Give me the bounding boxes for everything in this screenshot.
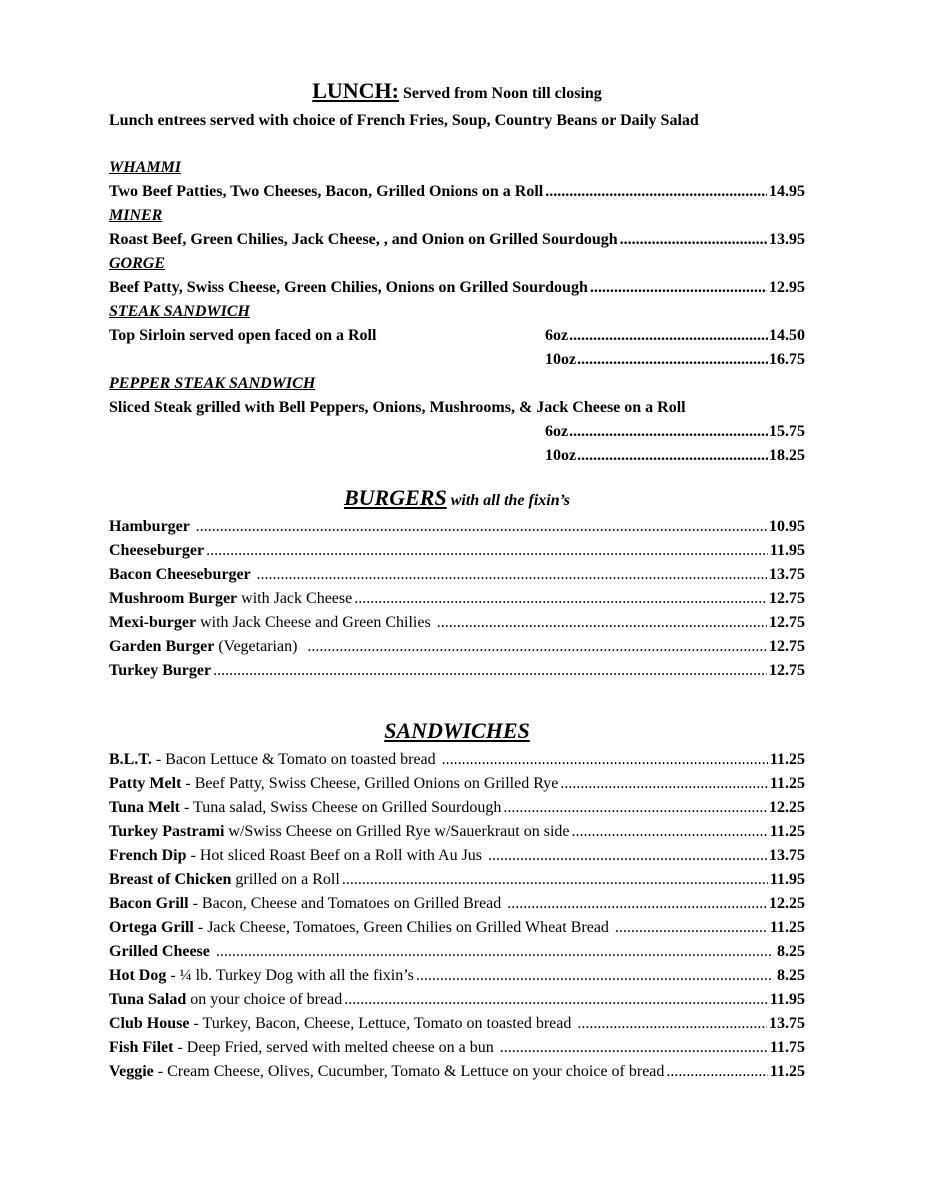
menu-item-row <box>109 892 805 916</box>
steak-sandwich-name: STEAK SANDWICH <box>109 303 250 320</box>
menu-item-desc: grilled on a Roll <box>231 871 340 888</box>
menu-item-desc: - Bacon, Cheese and Tomatoes on Grilled Bread <box>188 895 506 912</box>
menu-item-price: 11.95 <box>769 871 805 888</box>
menu-item-desc: (Vegetarian) <box>214 638 306 655</box>
menu-item-price: 10.95 <box>769 518 805 535</box>
menu-item-row <box>109 916 805 940</box>
pepper-steak-desc: Sliced Steak grilled with Bell Peppers, Onions, Mushrooms, & Jack Cheese on a Roll <box>109 399 686 416</box>
burgers-header <box>109 484 805 515</box>
menu-item-price: 13.75 <box>769 847 805 864</box>
entree-desc: Roast Beef, Green Chilies, Jack Cheese, , and Onion on Grilled Sourdough <box>109 231 618 248</box>
lunch-title: LUNCH: <box>312 78 399 103</box>
menu-item-desc: - Turkey, Bacon, Cheese, Lettuce, Tomato on toasted bread <box>189 1015 576 1032</box>
menu-item-row <box>109 1036 805 1060</box>
pepper-steak-name: PEPPER STEAK SANDWICH <box>109 375 316 392</box>
menu-item-price: 8.25 <box>773 967 805 984</box>
menu-item-row <box>109 964 805 988</box>
menu-item-name: Tuna Melt <box>109 799 180 816</box>
lunch-entrees <box>109 156 805 468</box>
menu-item-desc: w/Swiss Cheese on Grilled Rye w/Sauerkraut on side <box>224 823 570 840</box>
menu-item-price: 11.25 <box>769 775 805 792</box>
size-price: 15.75 <box>769 423 805 440</box>
menu-item-desc: - Tuna salad, Swiss Cheese on Grilled Sourdough <box>179 799 502 816</box>
size-label: 10oz <box>545 351 577 368</box>
entree-row <box>109 276 805 300</box>
sandwiches-header <box>109 717 805 748</box>
menu-item-price: 11.25 <box>769 1063 805 1080</box>
menu-item-name: Cheeseburger <box>109 542 205 559</box>
menu-item-row <box>109 1060 805 1084</box>
menu-item-desc: - Cream Cheese, Olives, Cucumber, Tomato & Lettuce on your choice of bread <box>153 1063 665 1080</box>
lunch-note: Lunch entrees served with choice of French Fries, Soup, Country Beans or Daily Salad <box>109 112 699 129</box>
menu-item-name: Veggie <box>109 1063 154 1080</box>
menu-item-price: 12.75 <box>769 638 805 655</box>
menu-item-price: 12.75 <box>769 614 805 631</box>
menu-item-row <box>109 772 805 796</box>
entree-price: 14.95 <box>769 183 805 200</box>
menu-item-name: Turkey Pastrami <box>109 823 225 840</box>
pepper-size-row <box>109 420 805 444</box>
menu-item-name: Bacon Grill <box>109 895 189 912</box>
menu-item-row <box>109 988 805 1012</box>
entree-price: 12.95 <box>769 279 805 296</box>
menu-item-price: 11.75 <box>769 1039 805 1056</box>
menu-item-row <box>109 844 805 868</box>
pepper-size-row <box>109 444 805 468</box>
menu-item-price: 11.95 <box>769 542 805 559</box>
menu-item-name: Club House <box>109 1015 190 1032</box>
menu-item-row <box>109 563 805 587</box>
sandwiches-title: SANDWICHES <box>384 718 530 743</box>
menu-item-price: 11.25 <box>769 919 805 936</box>
entree-name: MINER <box>109 207 163 224</box>
size-label: 6oz <box>545 423 569 440</box>
menu-page <box>109 78 805 1084</box>
menu-item-row <box>109 539 805 563</box>
menu-item-price: 11.25 <box>769 751 805 768</box>
size-price: 16.75 <box>769 351 805 368</box>
menu-item-row <box>109 659 805 683</box>
menu-item-row <box>109 515 805 539</box>
menu-item-name: Garden Burger <box>109 638 215 655</box>
burgers-subtitle: with all the fixin’s <box>450 492 570 509</box>
entree-row <box>109 180 805 204</box>
steak-sandwich-desc: Top Sirloin served open faced on a Roll <box>109 327 377 344</box>
menu-item-row <box>109 820 805 844</box>
lunch-header <box>109 78 805 107</box>
menu-item-row <box>109 611 805 635</box>
menu-item-name: Ortega Grill <box>109 919 194 936</box>
menu-item-name: Tuna Salad <box>109 991 187 1008</box>
menu-item-name: Turkey Burger <box>109 662 212 679</box>
burgers-title: BURGERS <box>344 485 447 510</box>
steak-size-row <box>109 348 805 372</box>
menu-item-row <box>109 635 805 659</box>
menu-item-desc: - Beef Patty, Swiss Cheese, Grilled Onions on Grilled Rye <box>181 775 559 792</box>
menu-item-name: Grilled Cheese <box>109 943 214 960</box>
menu-item-row <box>109 796 805 820</box>
menu-item-desc: with Jack Cheese <box>237 590 353 607</box>
menu-item-row <box>109 587 805 611</box>
entree-desc: Two Beef Patties, Two Cheeses, Bacon, Grilled Onions on a Roll <box>109 183 544 200</box>
menu-item-name: B.L.T. <box>109 751 152 768</box>
menu-item-name: Fish Filet <box>109 1039 174 1056</box>
menu-item-price: 12.25 <box>769 895 805 912</box>
entree-price: 13.95 <box>769 231 805 248</box>
menu-item-price: 13.75 <box>769 1015 805 1032</box>
menu-item-price: 8.25 <box>773 943 805 960</box>
menu-item-price: 12.25 <box>769 799 805 816</box>
entree-desc: Beef Patty, Swiss Cheese, Green Chilies, Onions on Grilled Sourdough <box>109 279 588 296</box>
entree-name: GORGE <box>109 255 166 272</box>
entree-row <box>109 228 805 252</box>
menu-item-desc: - Deep Fried, served with melted cheese on a bun <box>173 1039 498 1056</box>
menu-item-price: 12.75 <box>769 662 805 679</box>
menu-item-name: Patty Melt <box>109 775 182 792</box>
menu-item-name: Mexi-burger <box>109 614 197 631</box>
menu-item-name: Breast of Chicken <box>109 871 232 888</box>
menu-item-desc: - ¼ lb. Turkey Dog with all the fixin’s <box>166 967 414 984</box>
menu-item-price: 11.25 <box>769 823 805 840</box>
menu-item-price: 11.95 <box>769 991 805 1008</box>
burger-list <box>109 515 805 683</box>
size-label: 6oz <box>545 327 569 344</box>
lunch-served-hours: Served from Noon till closing <box>402 85 602 102</box>
pepper-steak-desc-row <box>109 396 805 420</box>
menu-item-row <box>109 748 805 772</box>
menu-item-price: 12.75 <box>769 590 805 607</box>
entree-name: WHAMMI <box>109 159 182 176</box>
menu-item-name: Bacon Cheeseburger <box>109 566 255 583</box>
menu-item-row <box>109 868 805 892</box>
menu-item-name: French Dip <box>109 847 187 864</box>
menu-item-price: 13.75 <box>769 566 805 583</box>
size-label: 10oz <box>545 447 577 464</box>
menu-item-desc: on your choice of bread <box>186 991 343 1008</box>
menu-item-row <box>109 1012 805 1036</box>
steak-size-row <box>109 324 805 348</box>
menu-item-name: Hamburger <box>109 518 194 535</box>
menu-item-name: Hot Dog <box>109 967 167 984</box>
menu-item-desc: - Hot sliced Roast Beef on a Roll with Au Jus <box>186 847 487 864</box>
size-price: 14.50 <box>769 327 805 344</box>
sandwich-list <box>109 748 805 1084</box>
menu-item-name: Mushroom Burger <box>109 590 238 607</box>
menu-item-desc: with Jack Cheese and Green Chilies <box>196 614 435 631</box>
menu-item-row <box>109 940 805 964</box>
menu-item-desc: - Jack Cheese, Tomatoes, Green Chilies on Grilled Wheat Bread <box>193 919 613 936</box>
menu-item-desc: - Bacon Lettuce & Tomato on toasted bread <box>151 751 440 768</box>
size-price: 18.25 <box>769 447 805 464</box>
